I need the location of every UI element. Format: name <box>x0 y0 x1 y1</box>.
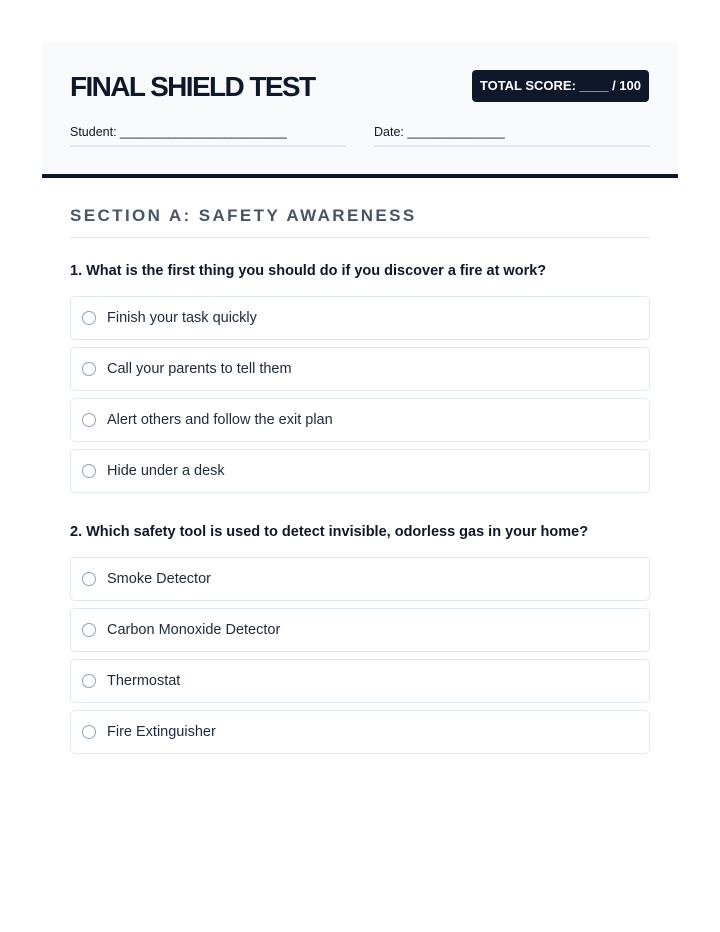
question-1 <box>70 262 650 500</box>
radio-button-icon[interactable] <box>82 413 96 427</box>
answer-option[interactable] <box>70 449 650 493</box>
answer-option[interactable] <box>70 608 650 652</box>
date-field[interactable]: Date: ______________ <box>374 122 650 147</box>
radio-button-icon[interactable] <box>82 725 96 739</box>
option-label: Smoke Detector <box>107 571 211 587</box>
question-text: 1. What is the first thing you should do if you discover a fire at work? <box>70 263 547 279</box>
section-title: SECTION A: SAFETY AWARENESS <box>70 206 650 238</box>
option-label: Finish your task quickly <box>107 310 257 326</box>
answer-option[interactable] <box>70 296 650 340</box>
test-header <box>42 42 678 178</box>
option-label: Call your parents to tell them <box>107 361 292 377</box>
answer-option[interactable] <box>70 557 650 601</box>
test-sheet <box>42 42 678 740</box>
option-label: Fire Extinguisher <box>107 724 216 740</box>
option-label: Carbon Monoxide Detector <box>107 622 281 638</box>
radio-button-icon[interactable] <box>82 311 96 325</box>
answer-option[interactable] <box>70 710 650 754</box>
option-label: Hide under a desk <box>107 463 225 479</box>
test-title: FINAL SHIELD TEST <box>70 71 315 102</box>
answer-option[interactable] <box>70 398 650 442</box>
option-label: Alert others and follow the exit plan <box>107 412 333 428</box>
radio-button-icon[interactable] <box>82 623 96 637</box>
radio-button-icon[interactable] <box>82 572 96 586</box>
option-label: Thermostat <box>107 673 181 689</box>
radio-button-icon[interactable] <box>82 362 96 376</box>
radio-button-icon[interactable] <box>82 674 96 688</box>
question-text: 2. Which safety tool is used to detect invisible, odorless gas in your home? <box>70 524 589 540</box>
radio-button-icon[interactable] <box>82 464 96 478</box>
total-score-badge: TOTAL SCORE: ____ / 100 <box>472 70 649 102</box>
question-2 <box>70 523 650 761</box>
answer-option[interactable] <box>70 347 650 391</box>
student-name-field[interactable]: Student: ________________________ <box>70 122 346 147</box>
answer-option[interactable] <box>70 659 650 703</box>
